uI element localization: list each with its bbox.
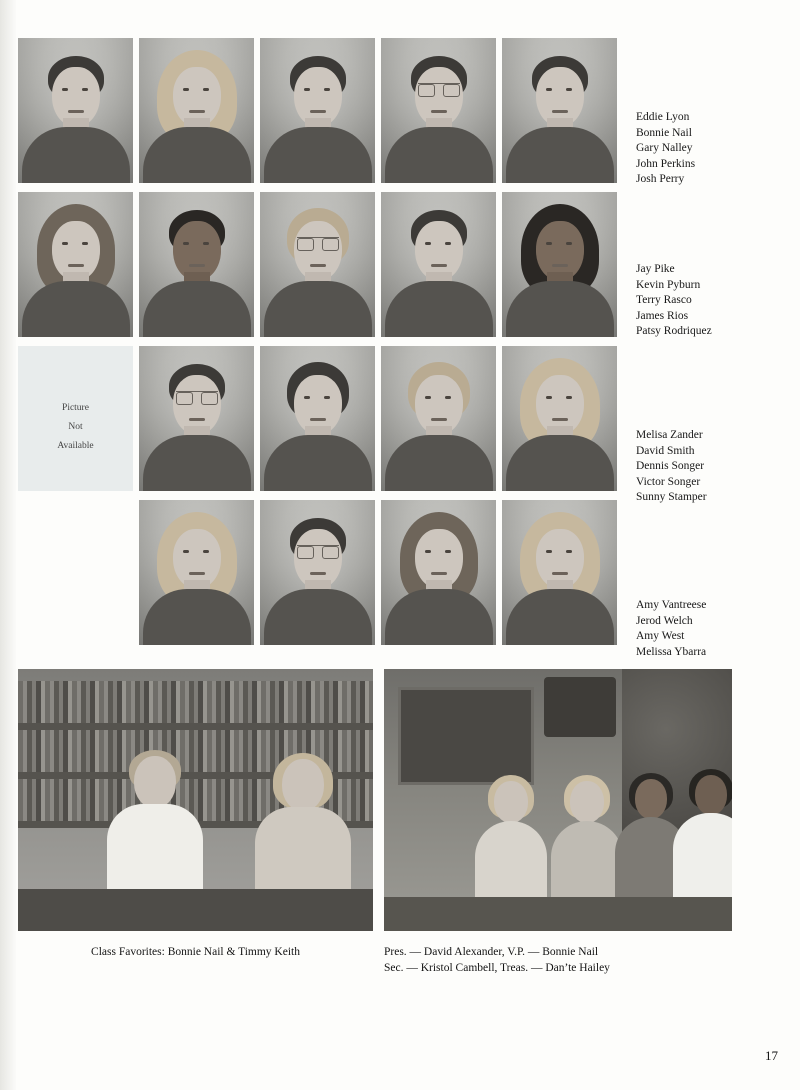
- portrait-cell-victor-songer: [381, 346, 496, 491]
- student-name: Patsy Rodriquez: [636, 325, 712, 338]
- student-name: David Smith: [636, 444, 695, 457]
- student-name: Melissa Ybarra: [636, 645, 707, 658]
- student-photo: [260, 38, 375, 183]
- name-list-row1: [636, 110, 695, 188]
- student-photo: [381, 346, 496, 491]
- student-photo: [260, 346, 375, 491]
- portrait-grid: [18, 38, 618, 654]
- class-officers-caption: [384, 944, 732, 976]
- student-name: Melisa Zander: [636, 429, 703, 441]
- portrait-cell-terry-rasco: [260, 192, 375, 337]
- student-photo: [381, 192, 496, 337]
- glasses-icon: [418, 83, 460, 96]
- student-name: John Perkins: [636, 157, 696, 170]
- student-name: Amy West: [636, 630, 685, 643]
- portrait-cell-david-smith: [139, 346, 254, 491]
- portrait-cell-josh-perry: [502, 38, 617, 183]
- student-name: Jay Pike: [636, 263, 675, 275]
- student-photo: [260, 192, 375, 337]
- portrait-cell-amy-west: [381, 500, 496, 645]
- student-photo: [18, 38, 133, 183]
- portrait-cell-kevin-pyburn: [139, 192, 254, 337]
- name-list-row3: [636, 428, 707, 506]
- caption-line: Class Favorites:: [91, 946, 165, 958]
- portrait-row: [18, 192, 618, 337]
- student-photo: [139, 346, 254, 491]
- student-name: Sunny Stamper: [636, 491, 707, 504]
- portrait-row: [18, 38, 618, 183]
- student-name: Dennis Songer: [636, 460, 705, 473]
- class-officers-photo: [384, 669, 732, 931]
- student-photo: [381, 38, 496, 183]
- student-photo: [381, 500, 496, 645]
- student-name: Josh Perry: [636, 173, 685, 186]
- caption-line: Bonnie Nail & Timmy Keith: [167, 946, 300, 958]
- picture-unavailable-line1: Picture: [62, 403, 89, 413]
- portrait-cell-melissa-ybarra: [502, 500, 617, 645]
- name-list-row4: [636, 598, 706, 660]
- student-photo: [502, 346, 617, 491]
- portrait-cell-picture-not-available: [18, 346, 133, 491]
- student-photo: [502, 500, 617, 645]
- picture-unavailable-line2: Not: [68, 422, 83, 432]
- student-name: Gary Nalley: [636, 142, 693, 155]
- student-photo: [502, 38, 617, 183]
- portrait-cell-bonnie-nail: [139, 38, 254, 183]
- picture-unavailable-line3: Available: [57, 441, 94, 451]
- portrait-cell-james-rios: [381, 192, 496, 337]
- student-name: Eddie Lyon: [636, 111, 690, 123]
- portrait-cell-eddie-lyon: [18, 38, 133, 183]
- class-favorites-photo: [18, 669, 373, 931]
- portrait-cell-patsy-rodriquez: [502, 192, 617, 337]
- student-photo: [139, 192, 254, 337]
- student-photo: [139, 500, 254, 645]
- student-name: Amy Vantreese: [636, 599, 707, 611]
- portrait-cell-amy-vantreese: [139, 500, 254, 645]
- glasses-icon: [297, 545, 339, 558]
- portrait-row: [139, 500, 618, 645]
- page-spine-shadow: [0, 0, 16, 1090]
- student-photo: [18, 192, 133, 337]
- student-name: Kevin Pyburn: [636, 278, 701, 291]
- portrait-cell-john-perkins: [381, 38, 496, 183]
- page-number: 17: [765, 1048, 778, 1063]
- student-name: Jerod Welch: [636, 614, 693, 627]
- student-name: Terry Rasco: [636, 294, 692, 307]
- student-name: James Rios: [636, 309, 689, 322]
- portrait-cell-gary-nalley: [260, 38, 375, 183]
- bottom-photo-row: [18, 669, 732, 931]
- class-favorites-caption: [18, 944, 373, 960]
- student-name: Bonnie Nail: [636, 126, 692, 139]
- caption-line: Pres. — David Alexander, V.P. — Bonnie Nail: [384, 946, 599, 958]
- glasses-icon: [176, 391, 218, 404]
- student-photo: [502, 192, 617, 337]
- portrait-cell-sunny-stamper: [502, 346, 617, 491]
- caption-line: Sec. — Kristol Cambell, Treas. — Dan’te Hailey: [384, 962, 610, 974]
- student-photo: [139, 38, 254, 183]
- portrait-cell-jerod-welch: [260, 500, 375, 645]
- name-list-row2: [636, 262, 712, 340]
- portrait-cell-dennis-songer: [260, 346, 375, 491]
- portrait-cell-jay-pike: [18, 192, 133, 337]
- portrait-row: [18, 346, 618, 491]
- student-photo: [260, 500, 375, 645]
- glasses-icon: [297, 237, 339, 250]
- student-name: Victor Songer: [636, 475, 701, 488]
